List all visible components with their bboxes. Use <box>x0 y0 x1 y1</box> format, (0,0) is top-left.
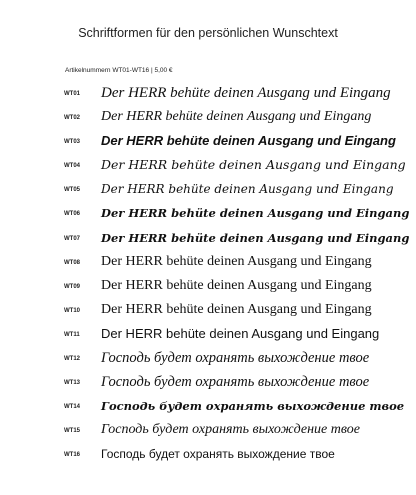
font-sample-text: Der HERR behüte deinen Ausgang und Eingang <box>101 277 372 293</box>
font-sample-text: Der HERR behüte deinen Ausgang und Eingang <box>101 109 372 125</box>
font-sample-text: Господь будет охранять выхождение твое <box>101 399 405 414</box>
font-sample-text: Der HERR behüte deinen Ausgang und Eingang <box>101 230 410 245</box>
font-row-wt13 <box>0 371 416 395</box>
article-code: WT15 <box>64 428 81 435</box>
font-row-wt02 <box>0 106 416 130</box>
font-sample-text: Господь будет охранять выхождение твое <box>101 447 335 462</box>
font-row-wt09 <box>0 275 416 299</box>
font-row-wt05 <box>0 178 416 202</box>
article-code: WT04 <box>64 163 81 170</box>
font-row-wt04 <box>0 154 416 178</box>
article-code: WT01 <box>64 91 81 97</box>
font-sample-text: Господь будет охранять выхождение твое <box>101 422 360 438</box>
article-code: WT12 <box>64 356 81 363</box>
font-sample-text: Der HERR behüte deinen Ausgang und Eingang <box>101 325 380 341</box>
font-sample-text: Der HERR behüte deinen Ausgang und Eingang <box>101 133 396 149</box>
article-code: WT13 <box>64 380 81 387</box>
article-code: WT14 <box>64 404 81 411</box>
article-code: WT10 <box>64 307 81 314</box>
font-row-wt01 <box>0 82 416 106</box>
font-sample-text: Der HERR behüte deinen Ausgang und Eingang <box>101 85 391 101</box>
font-sample-text: Der HERR behüte deinen Ausgang und Eingang <box>101 182 394 197</box>
article-code: WT08 <box>64 259 81 266</box>
article-code: WT02 <box>64 115 81 122</box>
font-row-wt06 <box>0 202 416 226</box>
font-sample-text: Der HERR behüte deinen Ausgang und Eingang <box>101 301 372 317</box>
font-sample-text: Der HERR behüte deinen Ausgang und Eingang <box>101 253 372 269</box>
article-code: WT03 <box>64 139 81 146</box>
font-row-wt03 <box>0 130 416 154</box>
font-sample-text: Der HERR behüte deinen Ausgang und Eingang <box>101 157 406 173</box>
font-sample-text: Der HERR behüte deinen Ausgang und Eingang <box>101 206 410 221</box>
article-code: WT11 <box>64 331 80 338</box>
article-code: WT16 <box>64 452 81 459</box>
font-row-wt12 <box>0 347 416 371</box>
font-sample-text: Господь будет охранять выхождение твое <box>101 374 370 391</box>
article-code: WT06 <box>64 211 81 218</box>
font-row-wt11 <box>0 323 416 347</box>
font-row-wt14 <box>0 395 416 419</box>
article-code: WT07 <box>64 235 81 242</box>
font-row-wt08 <box>0 251 416 275</box>
article-code: WT09 <box>64 283 81 290</box>
font-sample-list <box>0 82 416 468</box>
page-title: Schriftformen für den persönlichen Wunschtext <box>78 26 338 40</box>
article-code: WT05 <box>64 187 81 194</box>
font-row-wt15 <box>0 419 416 443</box>
font-row-wt16 <box>0 443 416 467</box>
font-row-wt07 <box>0 227 416 251</box>
font-row-wt10 <box>0 299 416 323</box>
font-sample-text: Господь будет охранять выхождение твое <box>101 350 370 367</box>
article-numbers-subtitle: Artikelnummern WT01-WT16 | 5,00 € <box>65 67 173 74</box>
